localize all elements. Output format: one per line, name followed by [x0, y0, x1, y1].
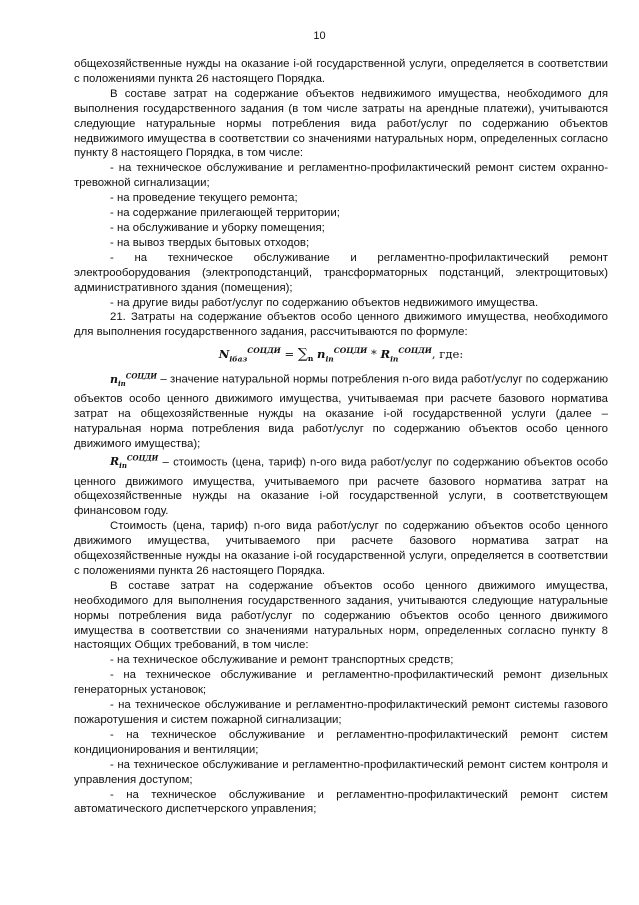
- variable-n: $n_{in}^{СОЦДИ}$: [110, 371, 158, 389]
- list-item: - на техническое обслуживание и регламентно-профилактический ремонт электрооборудования (электроподстанций, трансформаторных подстанций, электрощитовых) административного здания (помещения);: [74, 251, 608, 294]
- list-item: - на техническое обслуживание и регламентно-профилактический ремонт систем охранно-тревожной сигнализации;: [74, 162, 608, 190]
- document-body: [74, 57, 608, 817]
- list-item: - на вывоз твердых бытовых отходов;: [110, 236, 310, 249]
- list-item: - на обслуживание и уборку помещения;: [110, 221, 325, 234]
- formula-times: *: [370, 347, 377, 362]
- paragraph: В составе затрат на содержание объектов особо ценного движимого имущества, необходимого для выполнения государственного задания, учитываются следующие натуральные нормы потребления вида работ/услуг по содержанию объектов особо ценного движимого имущества в соответствии со значениями натуральных норм, определенных согласно пункту 8 настоящих Общих требований, в том числе:: [74, 579, 608, 652]
- formula-r-term: $R_{in}^{СОЦДИ}$: [380, 346, 432, 364]
- list-item: - на содержание прилегающей территории;: [110, 207, 340, 220]
- variable-r: $R_{in}^{СОЦДИ}$: [110, 453, 159, 471]
- formula-tail: , где:: [431, 347, 464, 362]
- formula: $N_{iбаз}^{СОЦДИ} = \sum_n$ $n_{in}^{СОЦДИ} * R_{in}^{СОЦДИ}$, где:: [218, 346, 464, 364]
- paragraph: общехозяйственные нужды на оказание i-ой государственной услуги, определяется в соответствии с положениями пункта 26 настоящего Порядка.: [74, 58, 608, 85]
- list-item: - на техническое обслуживание и регламентно-профилактический ремонт систем контроля и управления доступом;: [74, 758, 608, 786]
- paragraph: Стоимость (цена, тариф) n-ого вида работ/услуг по содержанию объектов особо ценного движимого имущества, учитываемого при расчете базового норматива затрат на общехозяйственные нужды на оказание i-ой государственной услуги, определяется в соответствии с положениями пункта 26 настоящего Порядка.: [74, 520, 608, 577]
- list-item: - на проведение текущего ремонта;: [110, 192, 298, 205]
- definition-r: $R_{in}^{СОЦДИ}$ – стоимость (цена, тариф) n-ого вида работ/услуг по содержанию объектов особо ценного движимого имущества, учитываемого при расчете базового норматива затрат на общехозяйственные нужды на оказание i-ой государственной услуги, в соответствующем финансовом году.: [74, 453, 608, 518]
- list-item: - на техническое обслуживание и регламентно-профилактический ремонт системы газового пожаротушения и систем пожарной сигнализации;: [74, 699, 608, 727]
- formula-sum: ∑: [297, 346, 308, 363]
- formula-lhs: $N_{iбаз}^{СОЦДИ}$: [218, 346, 281, 364]
- paragraph: 21. Затраты на содержание объектов особо ценного движимого имущества, необходимого для выполнения государственного задания, рассчитываются по формуле:: [74, 311, 608, 339]
- formula-n-term: $n_{in}^{СОЦДИ}$: [317, 346, 368, 364]
- list-item: - на другие виды работ/услуг по содержанию объектов недвижимого имущества.: [110, 296, 539, 309]
- definition-n: $n_{in}^{СОЦДИ}$ – значение натуральной нормы потребления n-ого вида работ/услуг по содержанию объектов особо ценного движимого имущества, учитываемая при расчете базового норматива затрат на общехозяйственные нужды на оказание i-ой государственной услуги (далее – натуральная норма потребления вида работ/услуг по содержанию объектов особо ценного движимого имущества);: [74, 371, 608, 450]
- page-number: 10: [313, 30, 326, 42]
- list-item: - на техническое обслуживание и ремонт транспортных средств;: [110, 654, 454, 667]
- paragraph: В составе затрат на содержание объектов недвижимого имущества, необходимого для выполнения государственного задания (в том числе затраты на арендные платежи), учитываются следующие натуральные нормы потребления вида работ/услуг по содержанию объектов недвижимого имущества в соответствии со значениями натуральных норм, определенных согласно пункту 8 настоящего Порядка, в том числе:: [74, 87, 608, 160]
- formula-equals: =: [284, 347, 295, 362]
- list-item: - на техническое обслуживание и регламентно-профилактический ремонт систем автоматического диспетчерского управления;: [74, 788, 608, 816]
- list-item: - на техническое обслуживание и регламентно-профилактический ремонт дизельных генераторных установок;: [74, 669, 608, 697]
- list-item: - на техническое обслуживание и регламентно-профилактический ремонт систем кондиционирования и вентиляции;: [74, 728, 608, 756]
